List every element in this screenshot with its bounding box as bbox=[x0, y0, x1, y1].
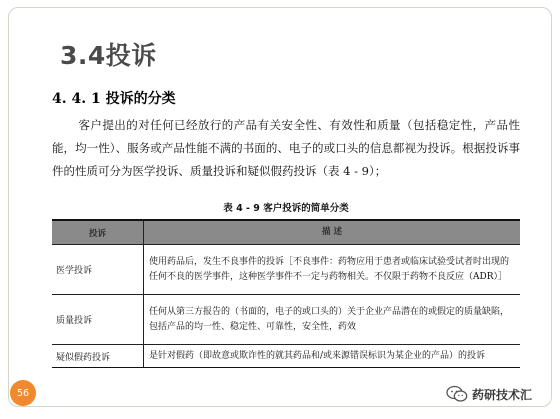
table-cell-desc: 任何从第三方报告的（书面的，电子的或口头的）关于企业产品潜在的或假定的质量缺陷，包括产品的均一性、稳定性、可靠性，安全性，药效 bbox=[149, 306, 510, 332]
table-row bbox=[52, 245, 520, 295]
table-cell-type: 质量投诉 bbox=[52, 295, 144, 344]
table-header-desc: 描 述 bbox=[322, 227, 342, 237]
table-cell-type: 医学投诉 bbox=[52, 245, 144, 294]
table-header-row bbox=[52, 221, 520, 245]
section-heading: 4. 4. 1 投诉的分类 bbox=[52, 91, 176, 107]
complaint-table bbox=[52, 219, 520, 368]
table-row bbox=[52, 345, 520, 367]
body-paragraph bbox=[52, 114, 520, 183]
page-number-badge: 56 bbox=[10, 380, 36, 406]
table-row bbox=[52, 295, 520, 345]
table-cell-desc: 是针对假药（即故意或欺诈性的就其药品和/或来源错误标识为某企业的产品）的投诉 bbox=[149, 350, 486, 361]
table-cell-desc: 使用药品后，发生不良事件的投诉［不良事件：药物应用于患者或临床试验受试者时出现的任何不良的医学事件，这种医学事件不一定与药物相关。不仅限于药物不良反应（ADR）］ bbox=[149, 256, 510, 282]
slide-title: 3.4投诉 bbox=[60, 41, 157, 70]
wechat-icon bbox=[446, 385, 468, 403]
body-paragraph-text: 客户提出的对任何已经放行的产品有关安全性、有效性和质量（包括稳定性，产品性能，均一性）、服务或产品性能不满的书面的、电子的或口头的信息都视为投诉。根据投诉事件的性质可分为医学投诉、质量投诉和疑似假药投诉（表 4 - 9）； bbox=[52, 118, 520, 178]
watermark bbox=[446, 384, 532, 404]
watermark-text: 药研技术汇 bbox=[472, 387, 533, 402]
table-cell-type: 疑似假药投诉 bbox=[52, 345, 144, 367]
table-header-type: 投诉 bbox=[52, 221, 144, 244]
table-caption: 表 4 - 9 客户投诉的简单分类 bbox=[223, 203, 349, 214]
